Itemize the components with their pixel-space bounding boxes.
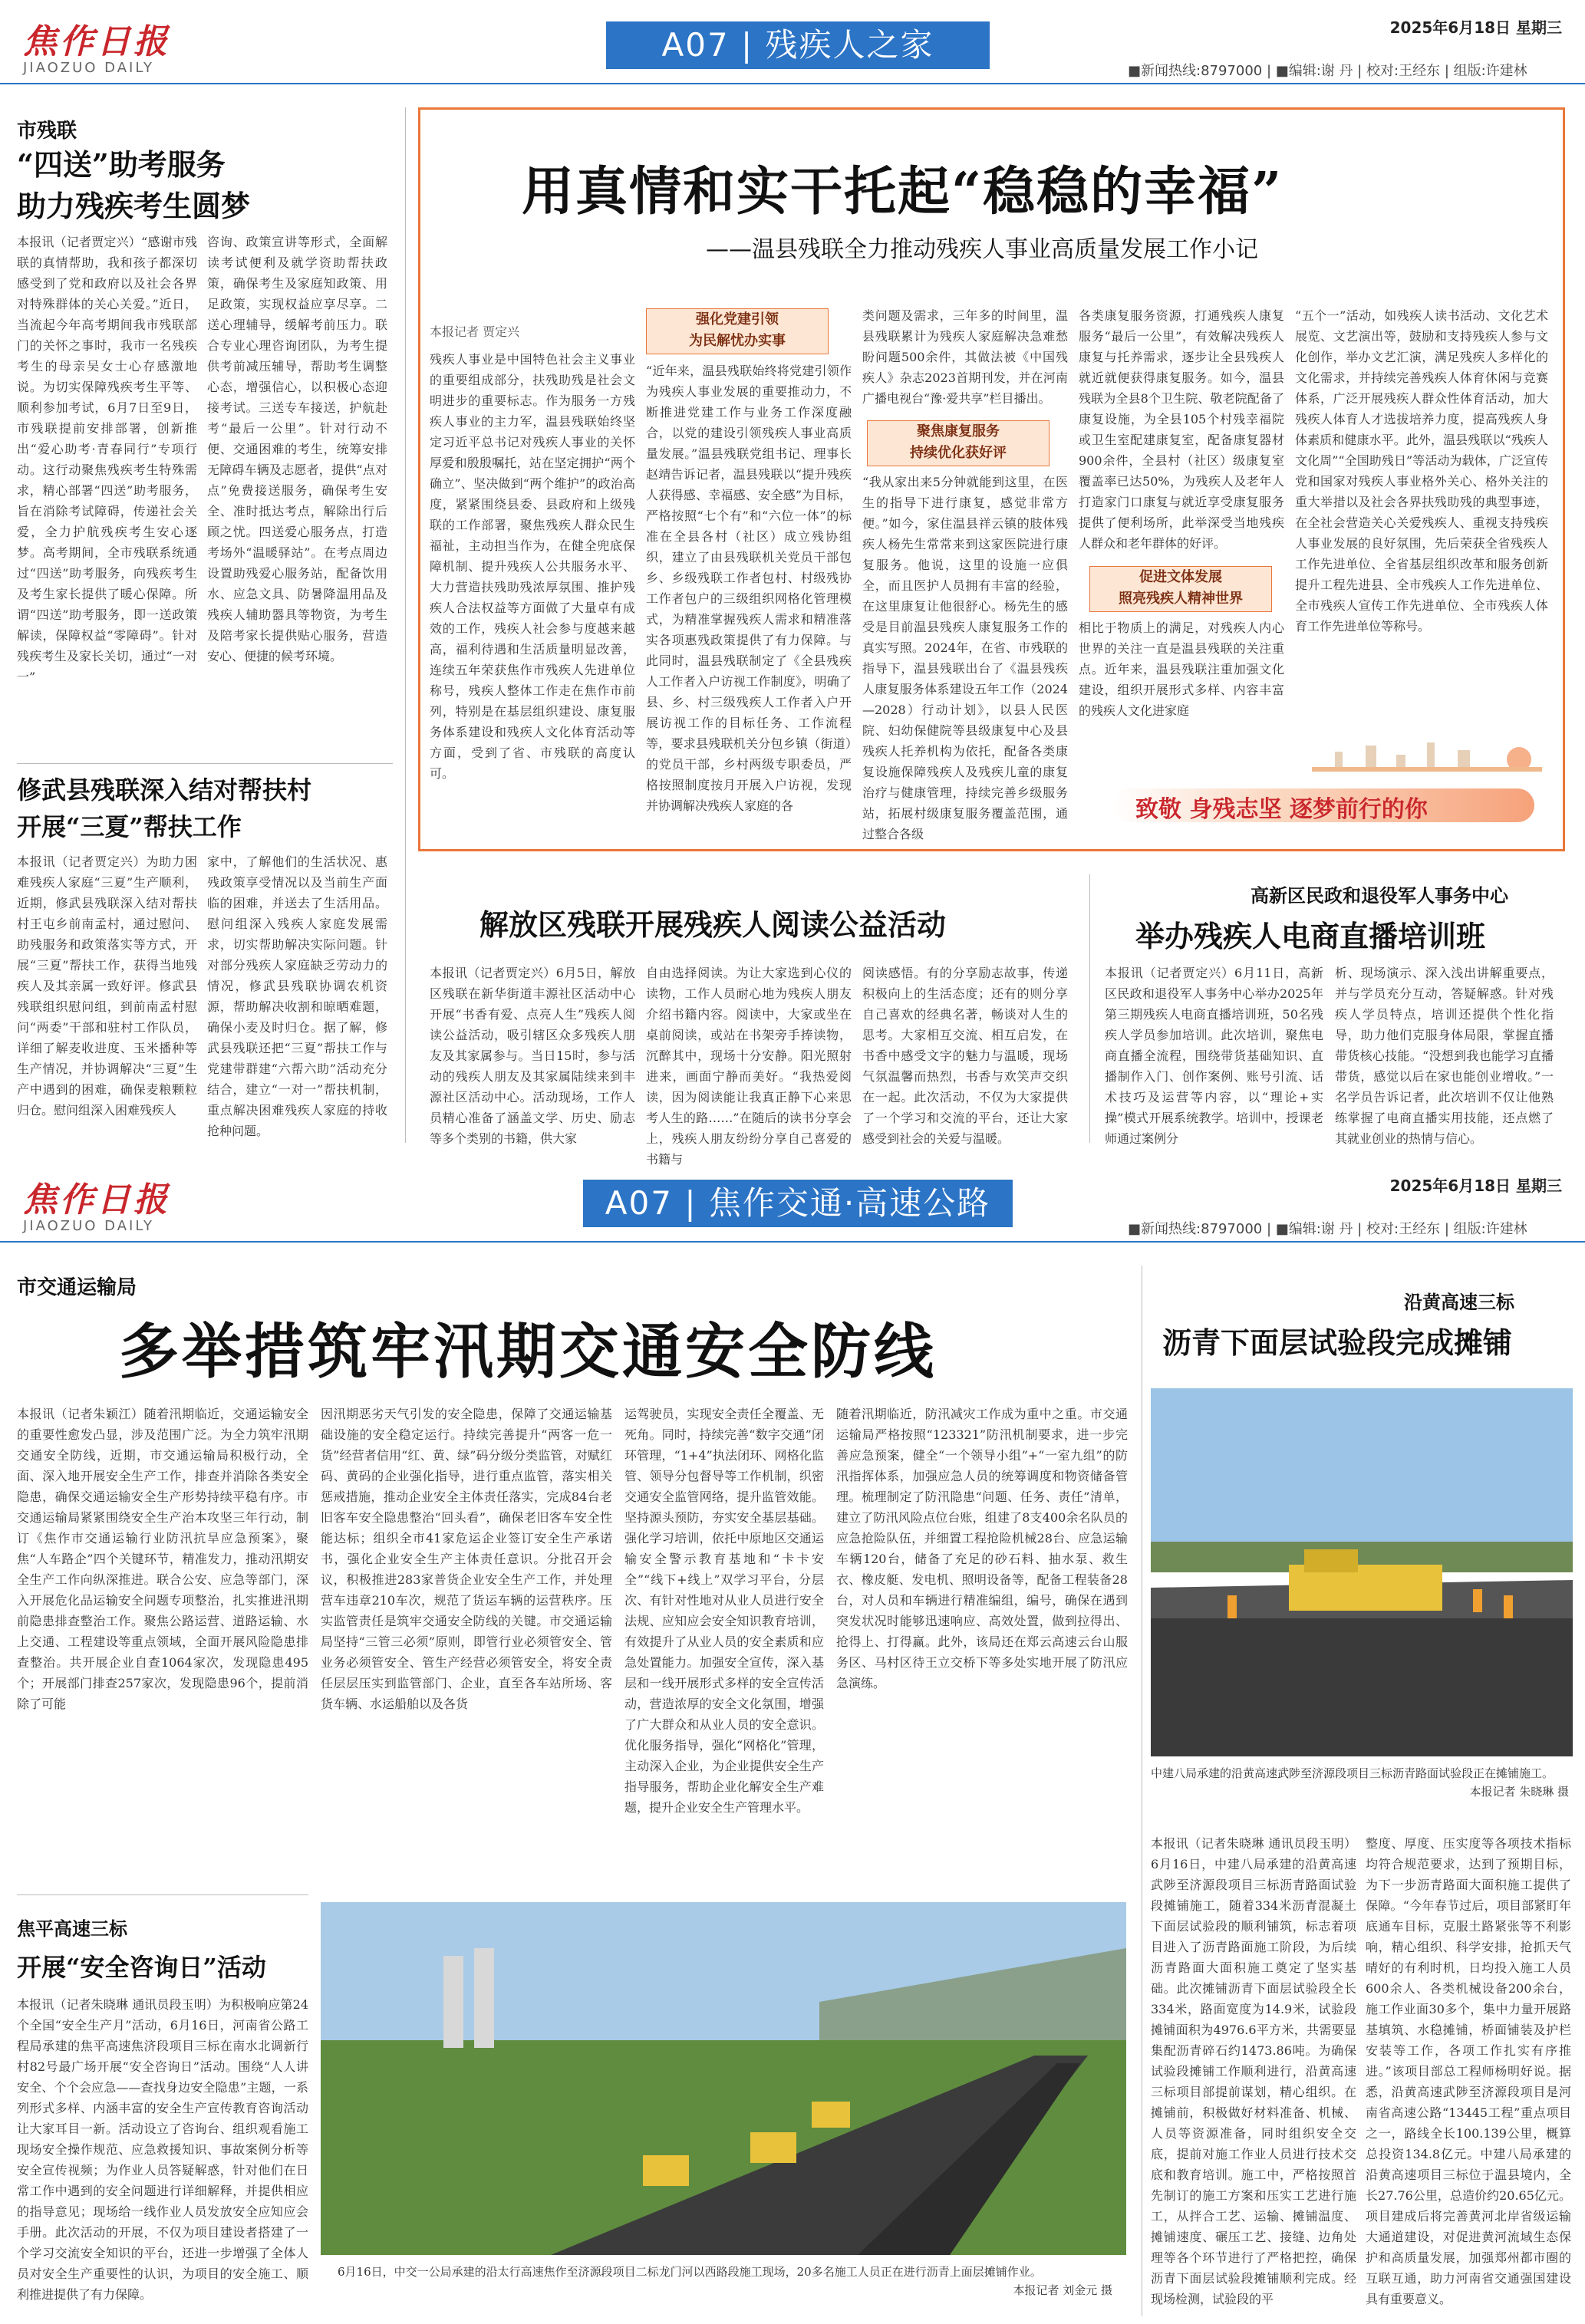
- story-body: 析、现场演示、深入浅出讲解重要点，并与学员充分互动，答疑解惑。针对残疾人学员特点，培训还提供个性化指导，助力他们克服身体局限，掌握直播带货核心技能。“没想到我也能学习直播带货，感觉以后在家也能创业增收。”一名学员告诉记者，此次培训不仅让他熟练掌握了电商直播实用技能，还点燃了其就业创业的热情与信心。: [1335, 966, 1554, 1146]
- story-kicker: 焦平高速三标: [17, 1918, 127, 1940]
- story-kicker: 市残联: [17, 120, 77, 143]
- story-body: 整度、厚度、压实度等各项技术指标均符合规范要求，达到了预期目标，为下一步沥青路面大面积施工提供了保障。“今年春节过后，项目部紧盯年底通车目标，克服土路紧张等不利影响，精心组织、科学安排，抢抓天气晴好的有利时机，日均投入施工人员600余人、各类机械设备200余台，施工作业面30多个，集中力量开展路基填筑、水稳摊铺，桥面铺装及护栏安装等工作，各项工作扎实有序推进。”该项目部总工程师杨明好说。据悉，沿黄高速武陟至济源段项目是河南省高速公路“13445工程”重点项目之一，路线全长100.139公里，概算总投资134.8亿元。中建八局承建的沿黄高速项目三标位于温县境内，全长27.76公里，总造价约20.65亿元。项目建成后将完善黄河北岸省级运输大通道建设，对促进黄河流域生态保护和高质量发展，加强郑州都市圈的互联互通，助力河南省交通强国建设具有重要意义。: [1366, 1836, 1571, 2306]
- page-header: [0, 1158, 1585, 1235]
- story-body: 运驾驶员，实现安全责任全覆盖、无死角。同时，持续完善“数字交通”闭环管理，“1+4”执法闭环、网格化监管、领导分包督导等工作机制，织密交通安全监管网络，提升监管效能。坚持源头预防，夯实安全基层基础。强化学习培训，依托中原地区交通运输安全警示教育基地和“卡卡安全”“线下+线上”双学习平台，分层次、有针对性地对从业人员进行安全法规、应知应会安全知识教育培训，有效提升了从业人员的安全素质和应急处置能力。加强安全宣传，深入基层和一线开展形式多样的安全宣传活动，营造浓厚的安全文化氛围，增强了广大群众和从业人员的安全意识。优化服务指导，强化“网格化”管理，主动深入企业，为企业提供安全生产指导服务，帮助企业化解安全生产难题，提升企业安全生产管理水平。: [624, 1407, 824, 1815]
- highway-photo-illustration: [321, 1902, 1126, 2255]
- headline-line: “四送”助考服务: [17, 147, 226, 182]
- story-kicker: 市交通运输局: [17, 1276, 137, 1299]
- headline-line: 开展“三夏”帮扶工作: [17, 812, 242, 841]
- story-headline: [17, 772, 311, 845]
- story-headline: 开展“安全咨询日”活动: [17, 1953, 266, 1982]
- lead-body-col: 各类康复服务资源，打通残疾人康复服务“最后一公里”，有效解决残疾人康复与托养需求，逐步让全县残疾人就近就便获得康复服务。如今，温县残联为全县8个卫生院、敬老院配备了康复设施，为全县105个村残幸福院或卫生室配建康复室，配备康复器材900余件，全县村（社区）级康复室覆盖率已达50%，为残疾人及老年人打造家门口康复与就近享受康复服务提供了便利场所，此举深受当地残疾人群众和老年群体的好评。: [1079, 308, 1284, 551]
- story-body: 本报讯（记者朱颖江）随着汛期临近，交通运输安全的重要性愈发凸显，涉及范围广泛。为全力筑牢汛期交通安全防线，近期，市交通运输局积极行动，全面、深入地开展安全生产工作，排查并消除各类安全隐患，确保交通运输安全生产形势持续平稳有序。市交通运输局紧紧围绕安全生产治本攻坚三年行动，制订《焦作市交通运输行业防汛抗旱应急预案》，聚焦“人车路企”四个关键环节，精准发力，推动汛期安全生产工作向纵深推进。联合公安、应急等部门，深入开展危化品运输安全问题专项整治，扎实推进汛期前隐患排查整治工作。聚焦公路运营、道路运输、水上交通、工程建设等重点领域，全面开展风险隐患排查整治。共开展企业自查1064家次，发现隐患495个；开展部门排查257家次，发现隐患96个，提前消除了可能: [17, 1407, 308, 1711]
- story-kicker: 沿黄高速三标: [1404, 1292, 1514, 1313]
- divider: [17, 763, 393, 764]
- photo-credit: 本报记者 朱晓琳 摄: [1469, 1785, 1569, 1799]
- editor-credits: ■新闻热线:8797000 | ■编辑:谢 丹 | 校对:王经东 | 组版:许建林: [1128, 1221, 1527, 1237]
- headline-line: 修武县残联深入结对帮扶村: [17, 775, 312, 805]
- slogan-banner: [1112, 782, 1534, 828]
- logo-chinese: 焦作日报: [23, 1180, 170, 1220]
- photo-credit: 本报记者 刘金元 摄: [1013, 2283, 1112, 2297]
- lead-body-col: 类问题及需求，三年多的时间里，温县残联累计为残疾人家庭解决急难愁盼问题500余件，其做法被《中国残疾人》杂志2023首期刊发，并在河南广播电视台“豫·爱共享”栏目播出。: [862, 308, 1068, 406]
- decorative-cityscape: [1304, 736, 1550, 782]
- lead-body-col: 残疾人事业是中国特色社会主义事业的重要组成部分，扶残助残是社会文明进步的重要标志。作为服务一方残疾人事业的主力军，温县残联始终坚定习近平总书记对残疾人事业的关怀厚爱和殷殷嘱托，站在坚定拥护“两个确立”、坚决做到“两个维护”的政治高度，紧紧围绕县委、县政府和上级残联的工作部署，聚焦残疾人群众民生福祉，主动担当作为，在健全兜底保障机制、提升残疾人公共服务水平、大力营造扶残助残浓厚氛围、推护残疾人合法权益等方面做了大量卓有成效的工作，残疾人社会参与度越来越高，福利待遇和生活质量明显改善，连续五年荣获焦作市残疾人先进单位称号，残疾人整体工作走在焦作市前列，特别是在基层组织建设、康复服务体系建设和残疾人文化体育活动等方面，受到了省、市残联的高度认可。: [430, 352, 635, 781]
- section-banner: A07 | 残疾人之家: [606, 21, 990, 69]
- story-body: 本报讯（记者贾定兴）“感谢市残联的真情帮助，我和孩子都深切感受到了党和政府以及社会各界对特殊群体的关心关爱。”近日，当流起今年高考期间我市残联部门的关怀之事时，我市一名残疾考生的母亲吴女士心存感激地说。为切实保障残疾考生平等、顺利参加考试，6月7日至9日，市残联提前安排部署，创新推出“爱心助考·青春同行”专项行动。这行动聚焦残疾考生特殊需求，精心部署“四送”助考服务，旨在消除考试障碍，传递社会关爱，全力护航残疾考生安心逐梦。高考期间，全市残联系统通过“四送”助考服务，向残疾考生及考生家长提供了暖心保障。所谓“四送”助考服务，即一送政策解读，保障权益“零障碍”。针对残疾考生及家长关切，通过“一对一”: [17, 235, 197, 684]
- photo-caption: [1151, 1764, 1569, 1801]
- story-body: 本报讯（记者朱晓琳 通讯员段玉明）为积极响应第24个全国“安全生产月”活动，6月16日，河南省公路工程局承建的焦平高速焦济段项目三标在南水北调新行村82号最广场开展“安全咨询日”活动。围绕“人人讲安全、个个会应急——查找身边安全隐患”主题，一系列形式多样、内涵丰富的安全生产宣传教育咨询活动让大家耳目一新。活动设立了咨询台、组织观看施工现场安全操作规范、应急救援知识、事故案例分析等安全宣传视频；为作业人员答疑解惑，针对他们在日常工作中遇到的安全问题进行详细解释，并提供相应的指导意见；现场给一线作业人员发放安全应知应会手册。此次活动的开展，不仅为项目建设者搭建了一个学习交流安全知识的平台，还进一步增强了全体人员对安全生产重要性的认识，为项目的安全施工、顺利推进提供了有力保障。: [17, 1997, 308, 2302]
- lead-subhead: 强化党建引领 为民解忧办实事: [646, 308, 829, 354]
- editor-credits: ■新闻热线:8797000 | ■编辑:谢 丹 | 校对:王经东 | 组版:许建林: [1128, 63, 1527, 79]
- story-body: 自由选择阅读。为让大家选到心仪的读物，工作人员耐心地为残疾人朋友介绍书籍内容。阅读中，大家或坐在桌前阅读，或站在书架旁手捧读物，沉醉其中，现场十分安静。阳光照射进来，画面宁静而美好。“我热爱阅读，因为阅读能让我真正静下心来思考人生的路……”在随后的读书分享会上，残疾人朋友纷纷分享自己喜爱的书籍与: [646, 966, 852, 1167]
- lead-subheadline: ——温县残联全力推动残疾人事业高质量发展工作小记: [706, 236, 1258, 263]
- story-body: 因汛期恶劣天气引发的安全隐患，保障了交通运输基础设施的安全稳定运行。持续完善提升“两客一危一货”经营者信用“红、黄、绿”码分级分类监管，对赋红码、黄码的企业强化指导，进行重点监管，落实相关惩戒措施，推动企业安全主体责任落实，完成84台老旧客车安全隐患整治“回头看”，确保老旧客车安全性能达标；组织全市41家危运企业签订安全生产承诺书，强化企业安全生产主体责任意识。分批召开会议，积极推进283家普货企业安全生产工作，并处理营车违章210车次，规范了货运车辆的运营秩序。压实监管责任是筑牢交通安全防线的关键。市交通运输局坚持“三管三必须”原则，即管行业必须管安全、管业务必须管安全、管生产经营必须管安全，将安全责任层层压实到监管部门、企业，直至各车站所场、客货车辆、水运船舶以及各货: [321, 1407, 612, 1711]
- story-body: 本报讯（记者贾定兴）6月5日，解放区残联在新华街道丰源社区活动中心开展“书香有爱、点亮人生”残疾人阅读公益活动，吸引辖区众多残疾人朋友及其家属参与。当日15时，参与活动的残疾人朋友及其家属陆续来到丰源社区活动中心。活动现场，工作人员精心准备了涵盖文学、历史、励志等多个类别的书籍，供大家: [430, 966, 635, 1146]
- logo-english: JIAOZUO DAILY: [23, 1218, 154, 1234]
- lead-body-col: “我从家出来5分钟就能到这里，在医生的指导下进行康复，感觉非常方便。”如今，家住温县祥云镇的肢体残疾人杨先生常常来到这家医院进行康复服务。他说，这里的设施一应俱全，而且医护人员拥有丰富的经验，在这里康复让他很舒心。杨先生的感受是目前温县残疾人康复服务工作的真实写照。2024年，在省、市残联的指导下，温县残联出台了《温县残疾人康复服务体系建设五年工作（2024—2028）行动计划》，以县人民医院、妇幼保健院等县级康复中心及县残疾人托养机构为依托，配备各类康复设施保障残疾人及残疾儿童的康复治疗与健康管理，持续完善乡级服务站，拓展村级康复服务覆盖范围，通过整合各级: [862, 475, 1068, 841]
- paving-photo: [1151, 1388, 1573, 1756]
- issue-date: 2025年6月18日 星期三: [1389, 18, 1562, 37]
- lead-byline: 本报记者 贾定兴: [430, 324, 520, 339]
- story-headline: [17, 144, 250, 227]
- lead-body-col: “五个一”活动，如残疾人读书活动、文化艺术展览、文艺演出等，鼓励和支持残疾人参与文化创作，举办文艺汇演，满足残疾人多样化的文化需求，并持续完善残疾人体育休闲与竞赛体系，广泛开展残疾人群众性体育活动，加大残疾人体育人才选拔培养力度，提高残疾人身体素质和健康水平。此外，温县残联以“残疾人文化周”“全国助残日”等活动为载体，广泛宣传党和国家对残疾人事业格外关心、格外关注的重大举措以及社会各界扶残助残的典型事迹，在全社会营造关心关爱残疾人、重视支持残疾人事业发展的良好氛围，先后荣获全省残疾人工作先进单位、全省基层组织改革和服务创新提升工程先进县、全市残疾人工作先进单位、全市残疾人宣传工作先进单位、全市残疾人体育工作先进单位等称号。: [1295, 308, 1548, 634]
- header-rule: [0, 83, 1585, 84]
- story-body: 本报讯（记者朱晓琳 通讯员段玉明）6月16日，中建八局承建的沿黄高速武陟至济源段项目三标沥青路面试验段摊铺施工，随着334米沥青混凝土下面层试验段的顺利铺筑，标志着项目进入了沥青路面施工阶段，为后续沥青路面大面积施工奠定了坚实基础。此次摊铺沥青下面层试验段全长334米，路面宽度为14.9米，试验段摊铺面积为4976.6平方米，共需要显集配沥青碎石约1473.86吨。为确保试验段摊铺工作顺利进行，沿黄高速三标项目部提前谋划，精心组织。在摊铺前，积极做好材料准备、机械、人员等资源准备，同时组织安全交底，提前对施工作业人员进行技术交底和教育培训。施工中，严格按照首先制订的施工方案和压实工艺进行施工，从拌合工艺、运输、摊铺温度、摊铺速度、碾压工艺、接缝、边角处理等各个环节进行了严格把控，确保沥青下面层试验段摊铺顺利完成。经现场检测，试验段的平: [1151, 1836, 1356, 2306]
- page-header: [0, 0, 1585, 77]
- story-headline: 举办残疾人电商直播培训班: [1135, 919, 1486, 953]
- header-rule: [0, 1241, 1585, 1243]
- story-body: 阅读感悟。有的分享励志故事，传递积极向上的生活态度；还有的则分享自己喜欢的经典名著，畅谈对人生的思考。大家相互交流、相互启发，在书香中感受文字的魅力与温暖，现场气氛温馨而热烈，书香与欢笑声交织在一起。此次活动，不仅为大家提供了一个学习和交流的平台，还让大家感受到社会的关爱与温暖。: [862, 966, 1068, 1146]
- divider: [17, 1894, 308, 1895]
- section-banner: A07 | 焦作交通·高速公路: [583, 1180, 1013, 1227]
- lead-headline: 多举措筑牢汛期交通安全防线: [119, 1317, 937, 1387]
- story-kicker: 高新区民政和退役军人事务中心: [1251, 885, 1508, 907]
- column-divider: [1089, 874, 1090, 1143]
- story-body: 本报讯（记者贾定兴）6月11日，高新区民政和退役军人事务中心举办2025年第三期残疾人电商直播培训班，50名残疾人学员参加培训。此次培训，聚焦电商直播全流程，围绕带货基础知识、直播制作入门、创作案例、账号引流、话术技巧及运营等内容，以“理论+实操”模式开展系统教学。培训中，授课老师通过案例分: [1105, 966, 1323, 1146]
- logo-chinese: 焦作日报: [23, 22, 170, 61]
- slogan-text: 致敬 身残志坚 逐梦前行的你: [1135, 796, 1428, 823]
- caption-text: 6月16日，中交一公局承建的沿太行高速焦作至济源段项目二标龙门河以西路段施工现场，20多名施工人员正在进行沥青上面层摊铺作业。: [338, 2265, 1042, 2279]
- lead-headline: 用真情和实干托起“稳稳的幸福”: [522, 161, 1283, 222]
- story-body: 本报讯（记者贾定兴）为助力困难残疾人家庭“三夏”生产顺利，近期，修武县残联深入结对帮扶村王屯乡前南孟村，通过慰问、助残服务和政策落实等方式，开展“三夏”帮扶工作，获得当地残疾人及其亲属一致好评。修武县残联组织慰问组，到前南孟村慰问“两委”干部和驻村工作队员，详细了解麦收进度、玉米播种等生产情况，并协调解决“三夏”生产中遇到的困难，确保麦粮颗粒归仓。慰问组深入困难残疾人: [17, 854, 197, 1118]
- story-body: 咨询、政策宣讲等形式，全面解读考试便利及就学资助帮扶政策，确保考生及家庭知政策、用足政策，实现权益应享尽享。二送心理辅导，缓解考前压力。联合专业心理咨询团队，为考生提供考前减压辅导，帮助考生调整心态，增强信心，以积极心态迎接考试。三送专车接送，护航赴考“最后一公里”。针对行动不便、交通困难的考生，统筹安排无障碍车辆及志愿者，提供“点对点”免费接送服务，确保考生安全、准时抵达考点，解除出行后顾之忧。四送爱心服务点，打造考场外“温暖驿站”。在考点周边设置助残爱心服务站，配备饮用水、应急文具、防暑降温用品及残疾人辅助器具等物资，为考生及陪考家长提供贴心服务，营造安心、便捷的候考环境。: [207, 235, 387, 663]
- caption-text: 中建八局承建的沿黄高速武陟至济源段项目三标沥青路面试验段正在摊铺施工。: [1151, 1766, 1554, 1780]
- logo-english: JIAOZUO DAILY: [23, 60, 154, 76]
- issue-date: 2025年6月18日 星期三: [1389, 1177, 1562, 1195]
- newspaper-logo: [23, 1172, 176, 1234]
- lead-subhead: 促进文体发展 照亮残疾人精神世界: [1089, 566, 1272, 612]
- story-headline: 沥青下面层试验段完成摊铺: [1162, 1325, 1513, 1360]
- headline-line: 助力残疾考生圆梦: [17, 189, 251, 223]
- highway-photo: [321, 1902, 1126, 2255]
- newspaper-logo: [23, 14, 176, 76]
- story-headline: 解放区残联开展残疾人阅读公益活动: [479, 907, 947, 942]
- paving-photo-illustration: [1151, 1388, 1573, 1756]
- column-divider: [405, 107, 406, 1143]
- lead-body-col: 相比于物质上的满足，对残疾人内心世界的关注一直是温县残联的关注重点。近年来，温县残联注重加强文化建设，组织开展形式多样、内容丰富的残疾人文化进家庭: [1079, 621, 1284, 718]
- lead-subhead: 聚焦康复服务 持续优化获好评: [867, 420, 1050, 466]
- story-body: 随着汛期临近，防汛减灾工作成为重中之重。市交通运输局严格按照“123321”防汛机制要求，进一步完善应急预案，健全“一个领导小组”+“一室九组”的防汛指挥体系，加强应急人员的统筹调度和物资储备管理。梳理制定了防汛隐患“问题、任务、责任”清单，建立了防汛风险点位台账，组建了8支400余名队员的应急抢险队伍，并细置工程抢险机械28台、应急运输车辆120台，储备了充足的砂石料、抽水泵、救生衣、橡皮艇、发电机、照明设备等，配备工程装备28台，对人员和车辆进行精准编组，编号，确保在遇到突发状况时能够迅速响应、高效处置，做到拉得出、抢得上、打得赢。此外，该局还在郑云高速云台山服务区、马村区待王立交桥下等多处实地开展了防汛应急演练。: [836, 1407, 1128, 1690]
- photo-caption: [338, 2263, 1112, 2299]
- lead-body-col: “近年来，温县残联始终将党建引领作为残疾人事业发展的重要推动力，不断推进党建工作与业务工作深度融合，以党的建设引领残疾人事业高质量发展。”温县残联党组书记、理事长赵靖告诉记者，温县残联以“提升残疾人获得感、幸福感、安全感”为目标，严格按照“七个有”和“六位一体”的标准在全县各村（社区）成立残协组织，建立了由县残联机关党员干部包乡、乡级残联工作者包村、村级残协工作者包户的三级组织网格化管理模式，为精准掌握残疾人需求和精准落实各项惠残政策提供了有力保障。与此同时，温县残联制定了《全县残疾人工作者入户访视工作制度》，明确了县、乡、村三级残疾人工作者入户开展访视工作的目标任务、工作流程等，要求县残联机关分包乡镇（街道）的党员干部，乡村两级专职委员，严格按照制度按月开展入户访视，发现并协调解决残疾人家庭的各: [646, 364, 852, 813]
- page-transport: [0, 1158, 1585, 2324]
- story-body: 家中，了解他们的生活状况、惠残政策享受情况以及当前生产面临的困难，并送去了生活用品。慰问组深入残疾人家庭发展需求，切实帮助解决实际问题。针对部分残疾人家庭缺乏劳动力的情况，修武县残联协调农机资源，帮助解决收割和晾晒难题，确保小麦及时归仓。据了解，修武县残联还把“三夏”帮扶工作与党建带群建“六帮六助”活动充分结合，建立“一对一”帮扶机制，重点解决困难残疾人家庭的持收抢种问题。: [207, 854, 387, 1138]
